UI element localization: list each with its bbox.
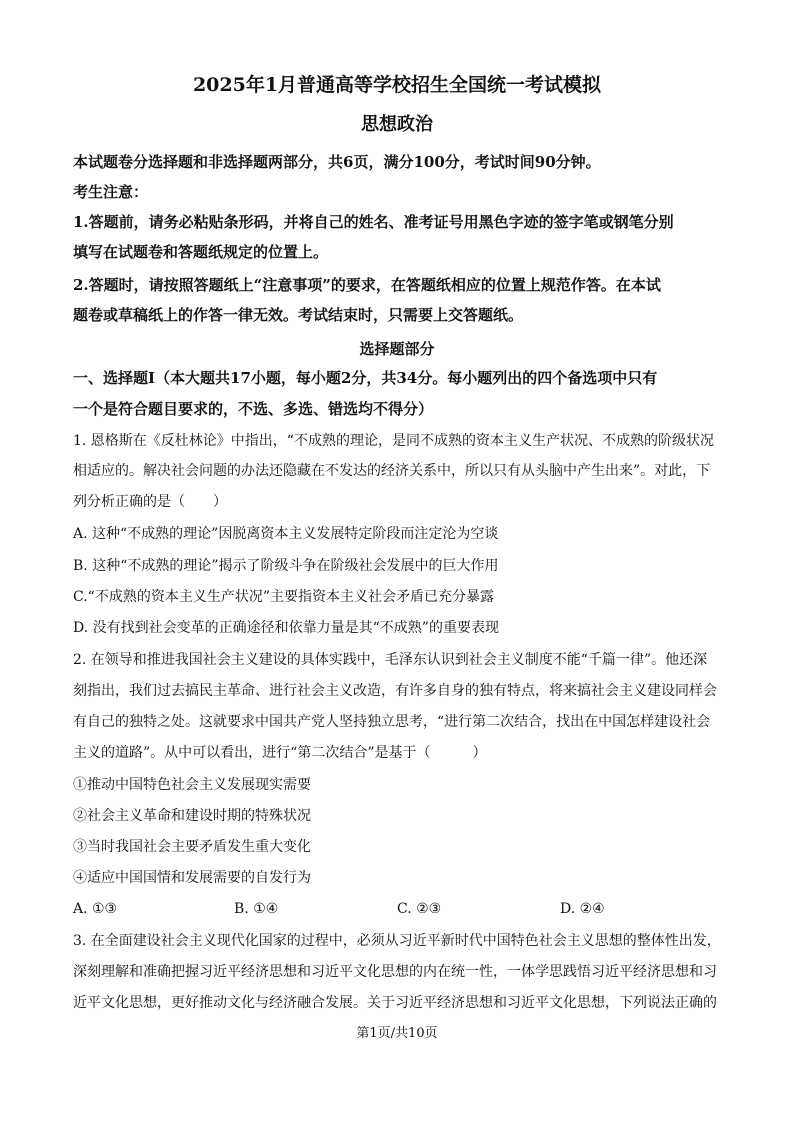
q1-stem-line-2: 相适应的。解决社会问题的办法还隐藏在不发达的经济关系中，所以只有从头脑中产生出来”。对此，下 (73, 463, 711, 479)
q1-option-d: D. 没有找到社会变革的正确途径和依靠力量是其“不成熟”的重要表现 (73, 620, 499, 636)
notice-2-line-1: 2.答题时，请按照答题纸上“注意事项”的要求，在答题纸相应的位置上规范作答。在本试 (73, 276, 661, 294)
notice-title: 考生注意： (73, 183, 149, 201)
part1-instruction-line-2: 一个是符合题目要求的，不选、多选、错选均不得分） (73, 400, 434, 418)
q2-item-1: ①推动中国特色社会主义发展现实需要 (73, 777, 311, 793)
q3-stem-line-3: 近平文化思想，更好推动文化与经济融合发展。关于习近平经济思想和习近平文化思想，下列说法正确的 (73, 995, 717, 1011)
q1-option-b: B. 这种“不成熟的理论”揭示了阶级斗争在阶级社会发展中的巨大作用 (73, 558, 499, 574)
page-number: 第1页/共10页 (356, 1026, 438, 1041)
q2-item-3: ③当时我国社会主要矛盾发生重大变化 (73, 839, 311, 855)
q2-stem-line-3: 有自己的独特之处。这就要求中国共产党人坚持独立思考，“进行第二次结合，找出在中国怎样建设社会 (73, 714, 711, 730)
section-heading: 选择题部分 (359, 340, 435, 358)
part1-instruction-line-1: 一、选择题Ⅰ（本大题共17小题，每小题2分，共34分。每小题列出的四个备选项中只有 (73, 369, 658, 387)
q2-stem-line-2: 刻指出，我们过去搞民主革命、进行社会主义改造，有许多自身的独有特点，将来搞社会主义建设同样会 (73, 683, 717, 699)
q1-option-a: A. 这种“不成熟的理论”因脱离资本主义发展特定阶段而注定沦为空谈 (73, 526, 499, 542)
q2-item-2: ②社会主义革命和建设时期的特殊状况 (73, 808, 311, 824)
exam-title: 2025年1月普通高等学校招生全国统一考试模拟 (192, 74, 602, 96)
q1-stem-line-1: 1. 恩格斯在《反杜林论》中指出，“不成熟的理论，是同不成熟的资本主义生产状况、不成熟的阶级状况 (73, 433, 714, 449)
q3-stem-line-2: 深刻理解和准确把握习近平经济思想和习近平文化思想的内在统一性，一体学思践悟习近平经济思想和习 (73, 964, 717, 980)
q2-item-4: ④适应中国国情和发展需要的自发行为 (73, 870, 311, 886)
q2-options-row (73, 899, 725, 919)
q2-option-b: B. ①④ (234, 901, 279, 917)
notice-1-line-2: 填写在试题卷和答题纸规定的位置上。 (73, 243, 329, 261)
q1-option-c: C.“不成熟的资本主义生产状况”主要指资本主义社会矛盾已充分暴露 (73, 589, 494, 605)
q3-stem-line-1: 3. 在全面建设社会主义现代化国家的过程中，必须从习近平新时代中国特色社会主义思想的整体性出发， (73, 933, 721, 949)
q2-option-d: D. ②④ (560, 901, 605, 917)
notice-1-line-1: 1.答题前，请务必粘贴条形码，并将自己的姓名、准考证号用黑色字迹的签字笔或钢笔分别 (73, 213, 674, 231)
exam-info: 本试题卷分选择题和非选择题两部分，共6页，满分100分，考试时间90分钟。 (73, 153, 601, 171)
subject-title: 思想政治 (361, 114, 433, 135)
q2-option-c: C. ②③ (397, 901, 442, 917)
notice-2-line-2: 题卷或草稿纸上的作答一律无效。考试结束时，只需要上交答题纸。 (73, 306, 524, 324)
q2-stem-line-1: 2. 在领导和推进我国社会主义建设的具体实践中，毛泽东认识到社会主义制度不能“千篇一律”。他还深 (73, 652, 708, 668)
q2-option-a: A. ①③ (73, 901, 118, 917)
q2-stem-line-4: 主义的道路”。从中可以看出，进行“第二次结合”是基于（ ） (73, 745, 487, 761)
q1-stem-line-3: 列分析正确的是（ ） (73, 494, 227, 510)
